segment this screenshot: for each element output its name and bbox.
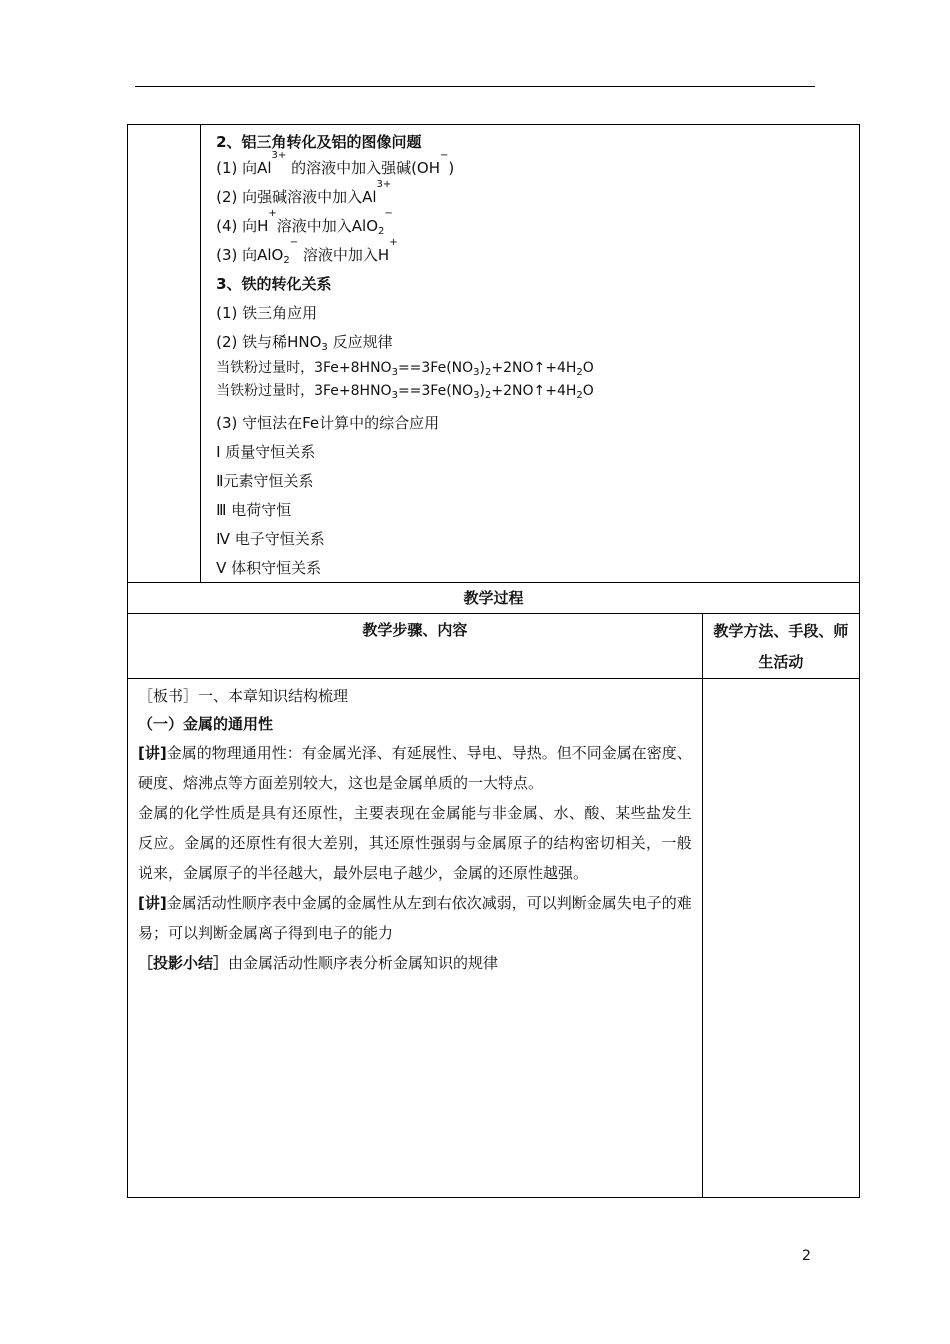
superscript: −	[440, 150, 449, 161]
subscript: 3	[391, 367, 398, 378]
superscript: −	[384, 208, 393, 219]
subscript: 2	[378, 226, 385, 237]
summary-lines	[216, 125, 859, 582]
header-rule	[135, 86, 815, 87]
subscript: 2	[576, 390, 583, 401]
summary-line: (1) 铁三角应用	[216, 304, 318, 322]
board-title: ［板书］一、本章知识结构梳理	[138, 687, 349, 705]
summary-line: 3、铁的转化关系	[216, 275, 332, 293]
superscript: 3+	[376, 179, 392, 190]
steps-header: 教学步骤、内容	[128, 614, 703, 679]
method-header-line1: 教学方法、手段、师	[713, 622, 849, 640]
summary-line: (2) 铁与稀$HNO_3$ 反应规律	[216, 333, 393, 353]
subscript: 3	[321, 342, 328, 353]
summary-line: (4) 向H+溶液中加入AlO$_2$−	[216, 208, 393, 237]
subscript: 2	[485, 390, 492, 401]
subscript: 3	[473, 367, 480, 378]
lecture-tag: [讲]	[138, 894, 167, 912]
summary-line: 2、铝三角转化及铝的图像问题	[216, 133, 422, 151]
summary-line: Ⅰ 质量守恒关系	[216, 443, 316, 461]
summary-line: Ⅴ 体积守恒关系	[216, 559, 322, 577]
lecture-text: 金属的物理通用性：有金属光泽、有延展性、导电、导热。但不同金属在密度、硬度、熔沸点等方面差别较大，这也是金属单质的一大特点。	[138, 744, 692, 792]
lesson-table	[127, 124, 860, 1198]
summary-line: 当铁粉过量时，$3Fe+8HNO_3==3Fe(NO_3)_2+2NO↑+4H_2O$	[216, 383, 594, 401]
summary-line: (3) 向AlO$_2$− 溶液中加入H+	[216, 237, 398, 266]
method-cell	[702, 679, 859, 1198]
chemical-properties-paragraph: 金属的化学性质是具有还原性，主要表现在金属能与非金属、水、酸、某些盐发生反应。金属的还原性有很大差别，其还原性强弱与金属原子的结构密切相关，一般说来，金属原子的半径越大，最外层电子越少，金属的还原性越强。	[138, 804, 692, 882]
summary-cell	[201, 125, 860, 583]
lecture-activity-series	[138, 888, 692, 948]
superscript: −	[289, 237, 299, 248]
projection-summary	[138, 948, 692, 978]
process-title: 教学过程	[128, 583, 860, 614]
summary-line: (3) 守恒法在Fe计算中的综合应用	[216, 414, 440, 432]
summary-line: 当铁粉过量时，$3Fe+8HNO_3==3Fe(NO_3)_2+2NO↑+4H_2O$	[216, 360, 594, 378]
subscript: 3	[391, 390, 398, 401]
superscript: +	[268, 208, 277, 219]
lecture-physical-properties	[138, 738, 692, 798]
subscript: 3	[473, 390, 480, 401]
subscript: 2	[576, 367, 583, 378]
content-row	[128, 679, 860, 1198]
summary-line: Ⅱ元素守恒关系	[216, 472, 314, 490]
projection-text: 由金属活动性顺序表分析金属知识的规律	[228, 954, 499, 972]
lecture-text: 金属活动性顺序表中金属的金属性从左到右依次减弱，可以判断金属失电子的难易；可以判断金属离子得到电子的能力	[138, 894, 692, 942]
summary-row	[128, 125, 860, 583]
method-header	[702, 614, 859, 679]
projection-tag: ［投影小结］	[138, 954, 229, 972]
summary-line: (1) 向$Al^{3+}$ 的溶液中加入强碱(OH−)	[216, 150, 455, 177]
summary-label-cell	[128, 125, 201, 583]
summary-line: (2) 向强碱溶液中加入$Al^{3+}$	[216, 179, 392, 206]
superscript: 3+	[271, 150, 287, 161]
summary-line: Ⅲ 电荷守恒	[216, 501, 292, 519]
section-title: （一）金属的通用性	[138, 715, 274, 733]
superscript: +	[389, 237, 398, 248]
page-number: 2	[802, 1248, 811, 1264]
summary-line: Ⅳ 电子守恒关系	[216, 530, 325, 548]
process-title-row	[128, 583, 860, 614]
content-cell	[128, 679, 703, 1198]
subscript: 2	[283, 255, 290, 266]
subscript: 2	[485, 367, 492, 378]
method-header-line2: 生活动	[758, 653, 804, 671]
column-header-row	[128, 614, 860, 679]
lecture-tag: [讲]	[138, 744, 167, 762]
